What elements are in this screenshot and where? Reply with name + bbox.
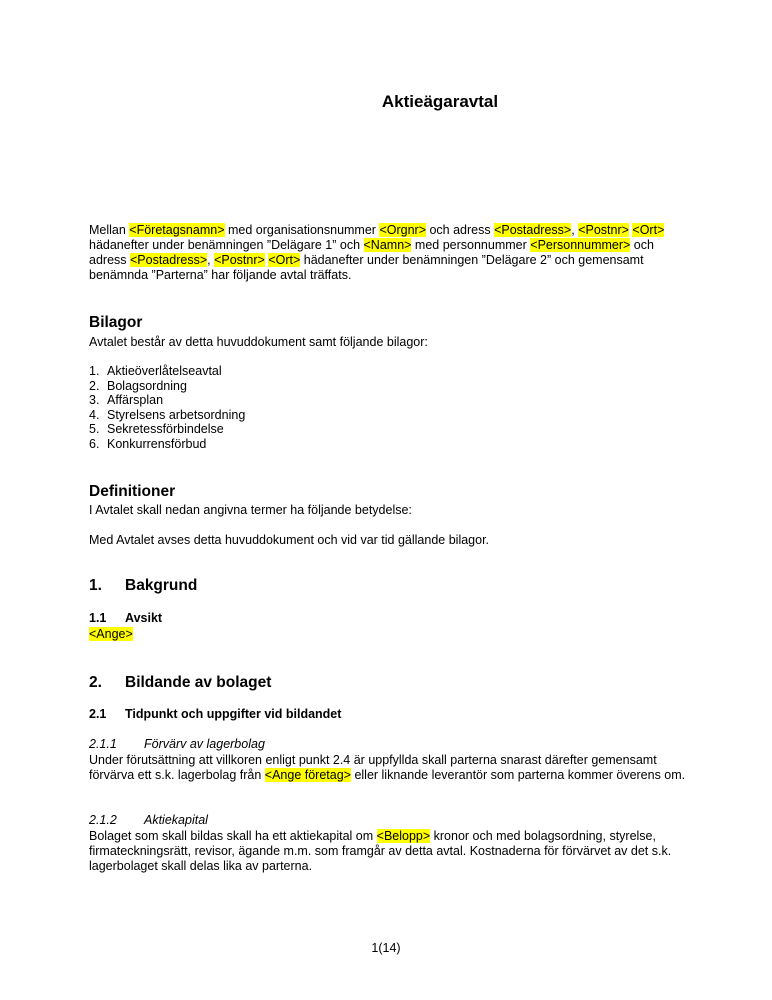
definitioner-heading: Definitioner <box>89 483 176 500</box>
placeholder-namn: <Namn> <box>363 238 412 252</box>
list-item <box>89 364 689 379</box>
section-title: Avsikt <box>125 611 163 625</box>
section-2-1-2-body <box>89 829 689 874</box>
body-text: kronor och med bolagsordning, styrelse, firmateckningsrätt, revisor, ägande m.m. som framgår av detta avtal. Kostnaderna för förvärvet av det s.k. lagerbolaget skall delas lika av parterna. <box>89 829 672 873</box>
body-text: Under förutsättning att villkoren enligt punkt 2.4 är uppfyllda skall parterna snarast därefter gemensamt förvärva ett s.k. lagerbolag från <box>89 753 657 782</box>
section-number: 2.1 <box>89 707 107 721</box>
list-item <box>89 379 689 394</box>
placeholder-ange-foretag: <Ange företag> <box>264 768 351 782</box>
section-2-1-heading <box>89 707 689 722</box>
section-1-1-body <box>89 627 689 642</box>
section-number: 1. <box>89 577 102 594</box>
bilagor-heading: Bilagor <box>89 314 143 331</box>
section-title: Tidpunkt och uppgifter vid bildandet <box>125 707 342 721</box>
section-title: Bakgrund <box>125 577 198 594</box>
list-item <box>89 422 689 437</box>
section-number: 2.1.2 <box>89 813 117 827</box>
intro-text: och adress <box>89 238 654 267</box>
section-2-1-2-heading <box>89 813 689 828</box>
intro-text: med personnummer <box>411 238 531 252</box>
section-2-1-1-heading <box>89 737 689 752</box>
section-1-1-heading <box>89 611 689 626</box>
list-item <box>89 393 689 408</box>
placeholder-postadress: <Postadress> <box>494 223 572 237</box>
page-number: 1(14) <box>371 941 401 955</box>
list-label: Aktieöverlåtelseavtal <box>107 364 222 378</box>
section-number: 2. <box>89 674 102 691</box>
intro-text: , <box>207 253 215 267</box>
placeholder-postnr: <Postnr> <box>578 223 629 237</box>
list-label: Konkurrensförbud <box>107 436 207 451</box>
section-2-1-1-body <box>89 753 689 783</box>
intro-text: och adress <box>426 223 495 237</box>
list-number: 2. <box>89 378 100 393</box>
intro-text: Mellan <box>89 223 130 237</box>
bilagor-text: Avtalet består av detta huvuddokument samt följande bilagor: <box>89 335 428 349</box>
placeholder-foretagsnamn: <Företagsnamn> <box>129 223 225 237</box>
list-label: Sekretessförbindelse <box>107 422 224 436</box>
placeholder-ange: <Ange> <box>89 627 133 641</box>
body-text: Bolaget som skall bildas skall ha ett aktiekapital om <box>89 829 377 843</box>
list-label: Styrelsens arbetsordning <box>107 407 246 422</box>
bilagor-list-container <box>89 364 689 451</box>
list-item <box>89 408 689 423</box>
body-text: eller liknande leverantör som parterna kommer överens om. <box>350 768 686 782</box>
placeholder-postnr-2: <Postnr> <box>214 253 265 267</box>
list-number: 1. <box>89 364 100 378</box>
placeholder-ort: <Ort> <box>632 223 665 237</box>
bilagor-list <box>89 364 689 451</box>
list-label: Affärsplan <box>107 393 164 407</box>
list-number: 3. <box>89 393 100 407</box>
intro-text: med organisationsnummer <box>224 223 380 237</box>
list-number: 4. <box>89 407 100 422</box>
section-number: 2.1.1 <box>89 737 117 751</box>
document-title: Aktieägaravtal <box>381 92 499 111</box>
intro-text: hädanefter under benämningen ”Delägare 1” och <box>89 238 364 252</box>
definitioner-text-2: Med Avtalet avses detta huvuddokument och vid var tid gällande bilagor. <box>89 533 490 547</box>
placeholder-personnummer: <Personnummer> <box>530 238 631 252</box>
placeholder-ort-2: <Ort> <box>268 253 301 267</box>
list-number: 5. <box>89 422 100 436</box>
list-number: 6. <box>89 436 100 451</box>
placeholder-postadress-2: <Postadress> <box>130 253 208 267</box>
section-number: 1.1 <box>89 611 107 625</box>
section-1-heading <box>89 576 689 595</box>
intro-text: , <box>571 223 579 237</box>
section-title: Aktiekapital <box>144 813 208 827</box>
section-2-heading <box>89 673 689 692</box>
list-item <box>89 437 689 452</box>
section-title: Bildande av bolaget <box>125 674 272 691</box>
definitioner-text-1: I Avtalet skall nedan angivna termer ha följande betydelse: <box>89 503 412 517</box>
placeholder-orgnr: <Orgnr> <box>379 223 426 237</box>
section-title: Förvärv av lagerbolag <box>144 737 265 751</box>
list-label: Bolagsordning <box>107 378 187 393</box>
intro-paragraph <box>89 223 689 283</box>
intro-text: hädanefter under benämningen ”Delägare 2” och gemensamt benämnda ”Parterna” har följande avtal träffats. <box>89 253 644 282</box>
placeholder-belopp: <Belopp> <box>376 829 431 843</box>
